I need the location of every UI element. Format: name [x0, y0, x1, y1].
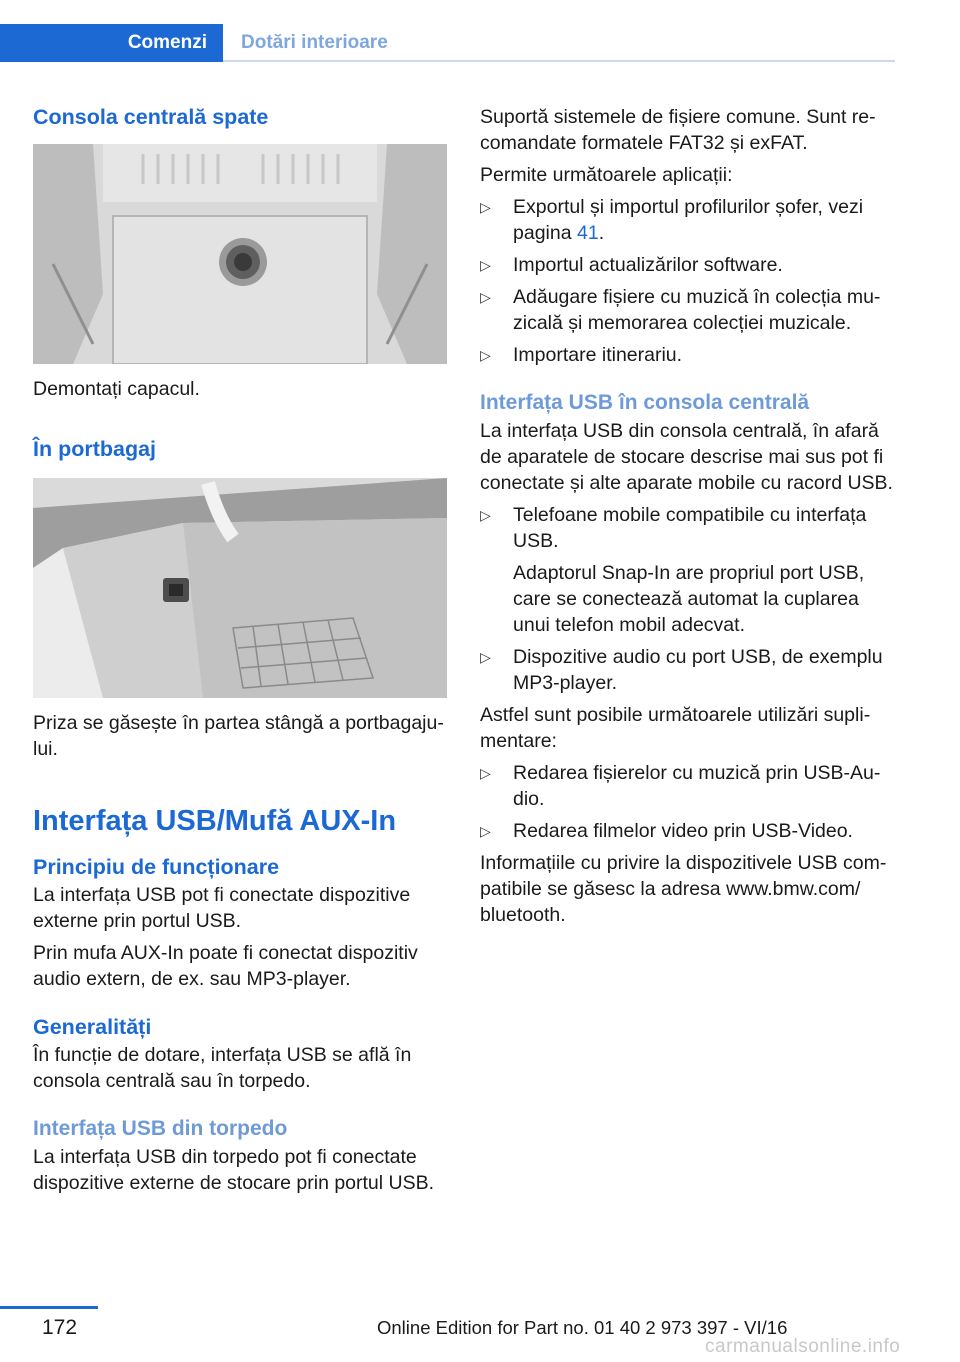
text-remove-cover: Demontați capacul.: [33, 378, 200, 400]
triangle-bullet-icon: ▷: [480, 507, 491, 523]
tab-divider: [223, 60, 895, 62]
trunk-illustration: [33, 478, 447, 698]
text-compatible-info: Informațiile cu privire la dispozitivele USB compatibile se găsesc la adresa www.bmw.com/ bluetooth.: [480, 852, 887, 926]
edition-text: Online Edition for Part no. 01 40 2 973 397 - VI/16: [377, 1317, 788, 1338]
header-tabs: [0, 24, 895, 62]
text-console-usb: La interfața USB din consola centrală, în afară de aparatele de stocare descrise mai sus pot fi conectate și alte aparate mobile cu racord USB.: [480, 420, 893, 494]
list-item: ▷ Adăugare fișiere cu muzică în colecția muzicală și memorarea colecției muzicale.: [480, 286, 881, 334]
list-item: ▷ Redarea fișierelor cu muzică prin USB-Audio.: [480, 762, 881, 810]
page-link[interactable]: 41: [576, 222, 599, 244]
text-principle-1: La interfața USB pot fi conectate dispozitive externe prin portul USB.: [33, 884, 411, 932]
list-item: ▷ Importul actualizărilor software.: [480, 254, 783, 276]
text-general: În funcție de dotare, interfața USB se află în consola centrală sau în torpedo.: [33, 1044, 412, 1092]
tab-comenzi[interactable]: Comenzi: [0, 24, 223, 62]
list-item: ▷ Importare itinerariu.: [480, 344, 683, 366]
triangle-bullet-icon: ▷: [480, 289, 491, 305]
figure-trunk: [33, 478, 447, 698]
text-dashboard-usb: La interfața USB din torpedo pot fi conectate dispozitive externe de stocare prin portul USB.: [33, 1146, 435, 1194]
list-item: ▷ Exportul și importul profilurilor șofer, vezi pagina 41.: [480, 196, 864, 244]
footer-rule: [0, 1306, 98, 1309]
heading-trunk: În portbagaj: [33, 437, 157, 461]
list-extra-uses: [480, 760, 898, 844]
list-item: ▷ Redarea filmelor video prin USB-Video.: [480, 820, 853, 842]
list-item: ▷ Telefoane mobile compatibile cu interfața USB. Adaptorul Snap-In are propriul port USB, care se conectează automat la cuplarea unui telefon mobil adecvat.: [480, 502, 898, 638]
text-file-systems: Suportă sistemele de fișiere comune. Sunt recomandate formatele FAT32 și exFAT.: [480, 106, 876, 154]
figure-rear-console: [33, 144, 447, 364]
triangle-bullet-icon: ▷: [480, 649, 491, 665]
right-column: [480, 100, 898, 928]
heading-general: Generalități: [33, 1015, 152, 1039]
list-devices: [480, 502, 898, 696]
list-applications: [480, 194, 898, 368]
heading-principle: Principiu de funcționare: [33, 855, 280, 879]
triangle-bullet-icon: ▷: [480, 823, 491, 839]
triangle-bullet-icon: ▷: [480, 257, 491, 273]
heading-usb-aux: Interfața USB/Mufă AUX-In: [33, 805, 397, 837]
left-column: [33, 100, 447, 1196]
heading-dashboard-usb: Interfața USB din torpedo: [33, 1117, 288, 1140]
text-trunk-socket: Priza se găsește în partea stângă a portbagajului.: [33, 712, 444, 760]
triangle-bullet-icon: ▷: [480, 765, 491, 781]
page-number: 172: [42, 1316, 78, 1339]
triangle-bullet-icon: ▷: [480, 199, 491, 215]
rear-console-illustration: [33, 144, 447, 364]
heading-console-rear: Consola centrală spate: [33, 105, 269, 129]
text-allows: Permite următoarele aplicații:: [480, 164, 733, 186]
tab-dotari-interioare[interactable]: Dotări interioare: [241, 32, 388, 53]
triangle-bullet-icon: ▷: [480, 347, 491, 363]
watermark: carmanualsonline.info: [705, 1336, 901, 1357]
text-extra-uses: Astfel sunt posibile următoarele utilizări suplimentare:: [480, 704, 871, 752]
heading-console-usb: Interfața USB în consola centrală: [480, 391, 810, 414]
text-principle-2: Prin mufa AUX-In poate fi conectat dispozitiv audio extern, de ex. sau MP3-player.: [33, 942, 418, 990]
list-item-note: Adaptorul Snap-In are propriul port USB, care se conectează automat la cuplarea unui telefon mobil adecvat.: [513, 562, 865, 636]
list-item: ▷ Dispozitive audio cu port USB, de exemplu MP3-player.: [480, 646, 883, 694]
